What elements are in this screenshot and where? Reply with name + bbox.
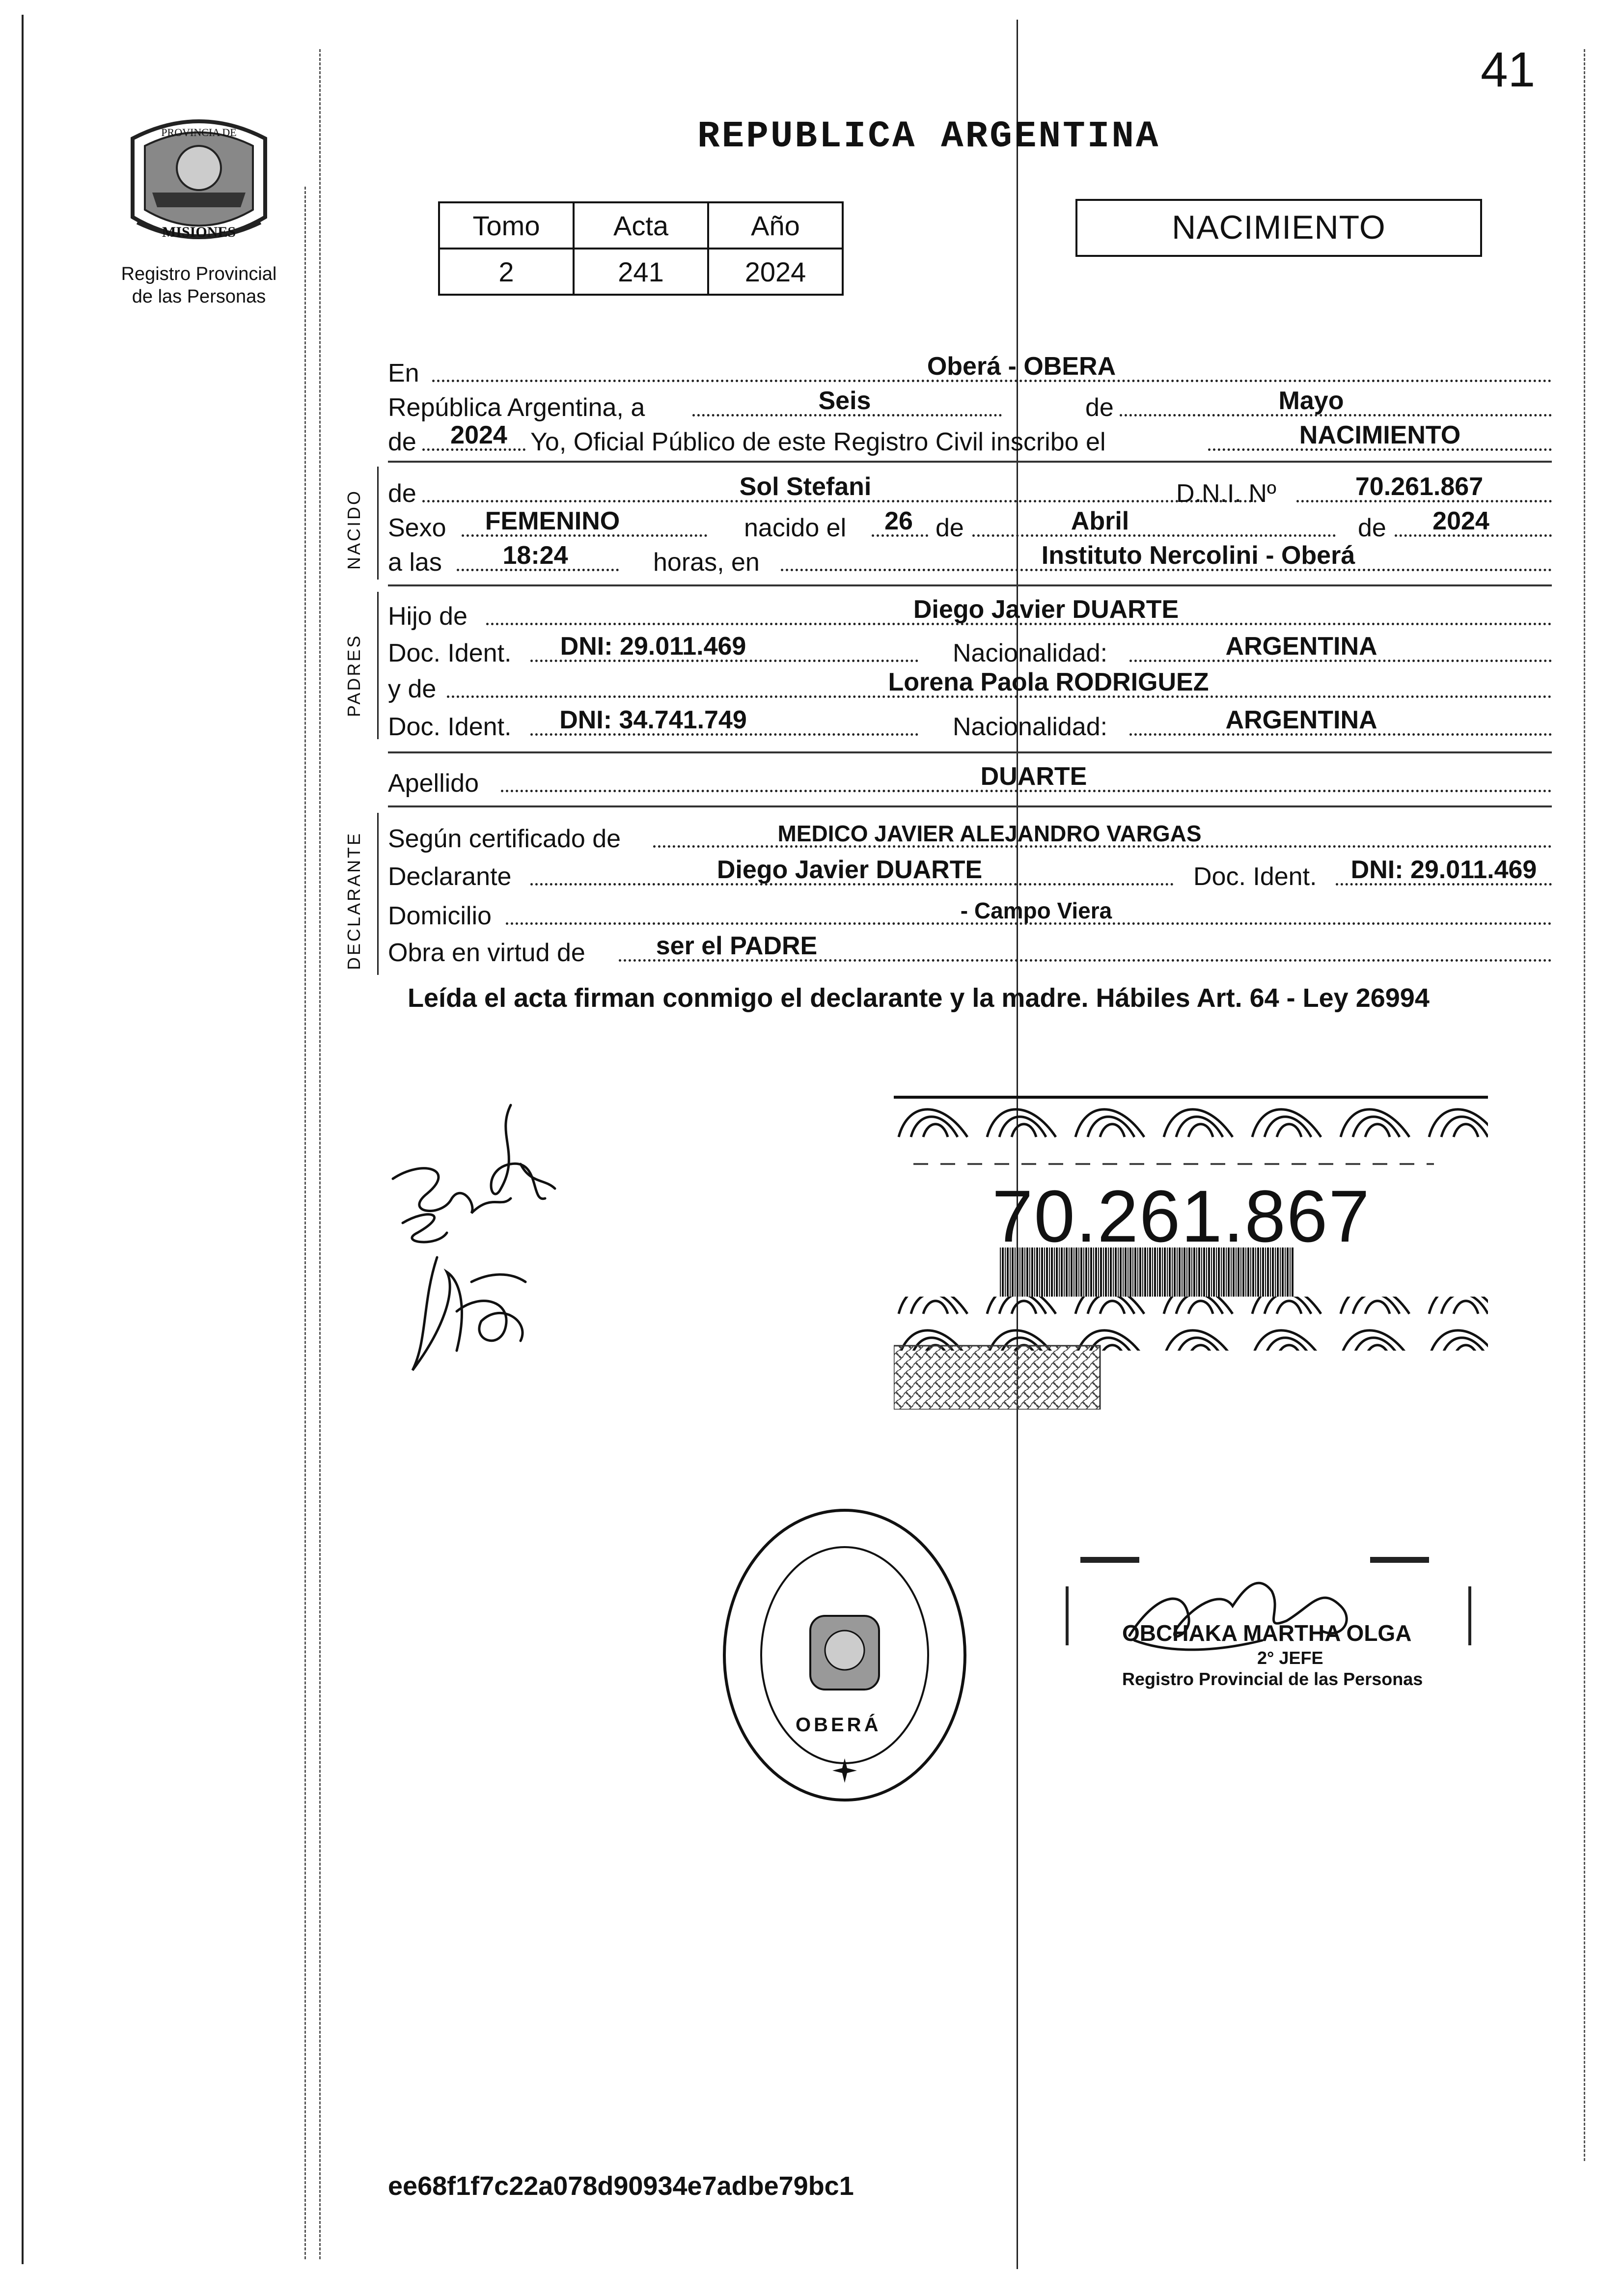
section-bracket <box>377 813 379 975</box>
father-value: Diego Javier DUARTE <box>913 595 1179 624</box>
mother-doc-value: DNI: 34.741.749 <box>559 706 747 734</box>
de-label: de <box>1085 393 1114 422</box>
side-label-nacido: NACIDO <box>344 489 364 570</box>
place-value: Instituto Nercolini - Oberá <box>1041 541 1355 570</box>
closing-note: Leída el acta firman conmigo el declarante y la madre. Hábiles Art. 64 - Ley 26994 <box>408 983 1430 1013</box>
domicilio-value: - Campo Viera <box>960 898 1112 923</box>
signatory-title: 2° JEFE <box>1257 1648 1323 1668</box>
de5-label: de <box>1358 514 1386 542</box>
obra-value: ser el PADRE <box>656 932 818 960</box>
table-header-ano: Año <box>708 202 843 249</box>
alas-label: a las <box>388 548 442 577</box>
page-title: REPUBLICA ARGENTINA <box>697 115 1160 158</box>
form-row-hora <box>388 543 1552 577</box>
form-row-certificado <box>388 819 1552 854</box>
declarante-value: Diego Javier DUARTE <box>716 856 983 884</box>
en-label: En <box>388 359 419 388</box>
de2-label: de <box>388 428 416 456</box>
father-doc-value: DNI: 29.011.469 <box>560 632 746 661</box>
table-value-ano: 2024 <box>708 249 843 295</box>
table-header-tomo: Tomo <box>439 202 574 249</box>
registry-line-2: de las Personas <box>132 286 266 307</box>
right-margin-line <box>1584 49 1585 2161</box>
form-row-obra <box>388 933 1552 968</box>
time-value: 18:24 <box>502 541 568 570</box>
nac-label: Nacionalidad: <box>953 639 1108 667</box>
side-label-declarante: DECLARANTE <box>344 831 364 970</box>
de4-label: de <box>936 514 964 542</box>
record-table <box>438 201 844 296</box>
left-margin-line <box>22 15 24 2264</box>
handwritten-signatures <box>383 1095 589 1390</box>
day-value: Seis <box>818 387 871 415</box>
section-divider <box>388 751 1552 753</box>
table-header-acta: Acta <box>574 202 708 249</box>
section-bracket <box>377 467 379 580</box>
inscribo-value: NACIMIENTO <box>1299 421 1461 449</box>
stamp-city: OBERÁ <box>796 1714 881 1736</box>
document-hash: ee68f1f7c22a078d90934e7adbe79bc1 <box>388 2171 854 2201</box>
table-value-tomo: 2 <box>439 249 574 295</box>
margin-dash-line <box>304 187 306 2259</box>
domicilio-label: Domicilio <box>388 902 492 930</box>
registry-caption <box>103 263 295 308</box>
doc3-label: Doc. Ident. <box>1193 862 1317 891</box>
obra-label: Obra en virtud de <box>388 939 585 967</box>
segun-label: Según certificado de <box>388 825 621 853</box>
yde-label: y de <box>388 675 437 703</box>
form-row-republica <box>388 388 1552 422</box>
nacido-label: nacido el <box>744 514 847 542</box>
birth-month-value: Abril <box>1071 507 1129 535</box>
apellido-label: Apellido <box>388 769 479 798</box>
form-row-mother-doc <box>388 707 1552 742</box>
official-stamp <box>717 1503 972 1807</box>
declarante-doc-value: DNI: 29.011.469 <box>1350 856 1537 884</box>
sexo-label: Sexo <box>388 514 446 542</box>
birth-day-value: 26 <box>884 507 913 535</box>
form-row-hijo <box>388 597 1552 631</box>
registry-line-1: Registro Provincial <box>121 264 277 284</box>
nac2-label: Nacionalidad: <box>953 713 1108 741</box>
doc-label: Doc. Ident. <box>388 639 512 667</box>
sexo-value: FEMENINO <box>485 507 620 535</box>
signatory-name: OBCHAKA MARTHA OLGA <box>1122 1620 1412 1646</box>
de3-label: de <box>388 479 416 508</box>
en-value: Oberá - OBERA <box>927 352 1116 381</box>
form-row-sexo <box>388 508 1552 543</box>
section-bracket <box>377 592 379 739</box>
table-value-acta: 241 <box>574 249 708 295</box>
side-label-padres: PADRES <box>344 634 364 717</box>
doc2-label: Doc. Ident. <box>388 713 512 741</box>
mother-nat-value: ARGENTINA <box>1225 706 1377 734</box>
apellido-value: DUARTE <box>980 762 1087 791</box>
month-value: Mayo <box>1278 387 1344 415</box>
hijo-label: Hijo de <box>388 602 468 631</box>
record-type-box: NACIMIENTO <box>1075 199 1482 257</box>
svg-text:PROVINCIA DE: PROVINCIA DE <box>161 126 237 139</box>
year-value: 2024 <box>450 421 507 449</box>
signatory-org: Registro Provincial de las Personas <box>1122 1669 1423 1689</box>
cert-value: MEDICO JAVIER ALEJANDRO VARGAS <box>777 821 1202 846</box>
page-number: 41 <box>1481 42 1536 97</box>
horas-label: horas, en <box>653 548 760 577</box>
form-row-inscribo <box>388 422 1552 457</box>
form-row-mother <box>388 669 1552 704</box>
republica-label: República Argentina, a <box>388 393 645 422</box>
form-row-name <box>388 474 1552 508</box>
form-row-en <box>388 354 1552 388</box>
province-crest-logo <box>118 109 280 249</box>
section-divider <box>388 584 1552 586</box>
form-row-father-doc <box>388 634 1552 668</box>
dni-label: D.N.I. Nº <box>1176 479 1276 508</box>
birth-year-value: 2024 <box>1432 507 1489 535</box>
form-row-domicilio <box>388 896 1552 931</box>
mother-value: Lorena Paola RODRIGUEZ <box>888 668 1209 696</box>
yo-label: Yo, Oficial Público de este Registro Civil inscribo el <box>530 428 1106 456</box>
section-divider <box>388 461 1552 463</box>
father-nat-value: ARGENTINA <box>1225 632 1377 661</box>
dni-value: 70.261.867 <box>1355 472 1484 501</box>
svg-text:MISIONES: MISIONES <box>162 224 236 240</box>
barcode-number: 70.261.867 <box>992 1175 1371 1257</box>
name-value: Sol Stefani <box>739 472 872 501</box>
form-row-apellido <box>388 764 1552 798</box>
declarante-label: Declarante <box>388 862 512 891</box>
form-row-declarante <box>388 857 1552 891</box>
margin-dash-line <box>319 49 321 2259</box>
section-divider <box>388 805 1552 807</box>
